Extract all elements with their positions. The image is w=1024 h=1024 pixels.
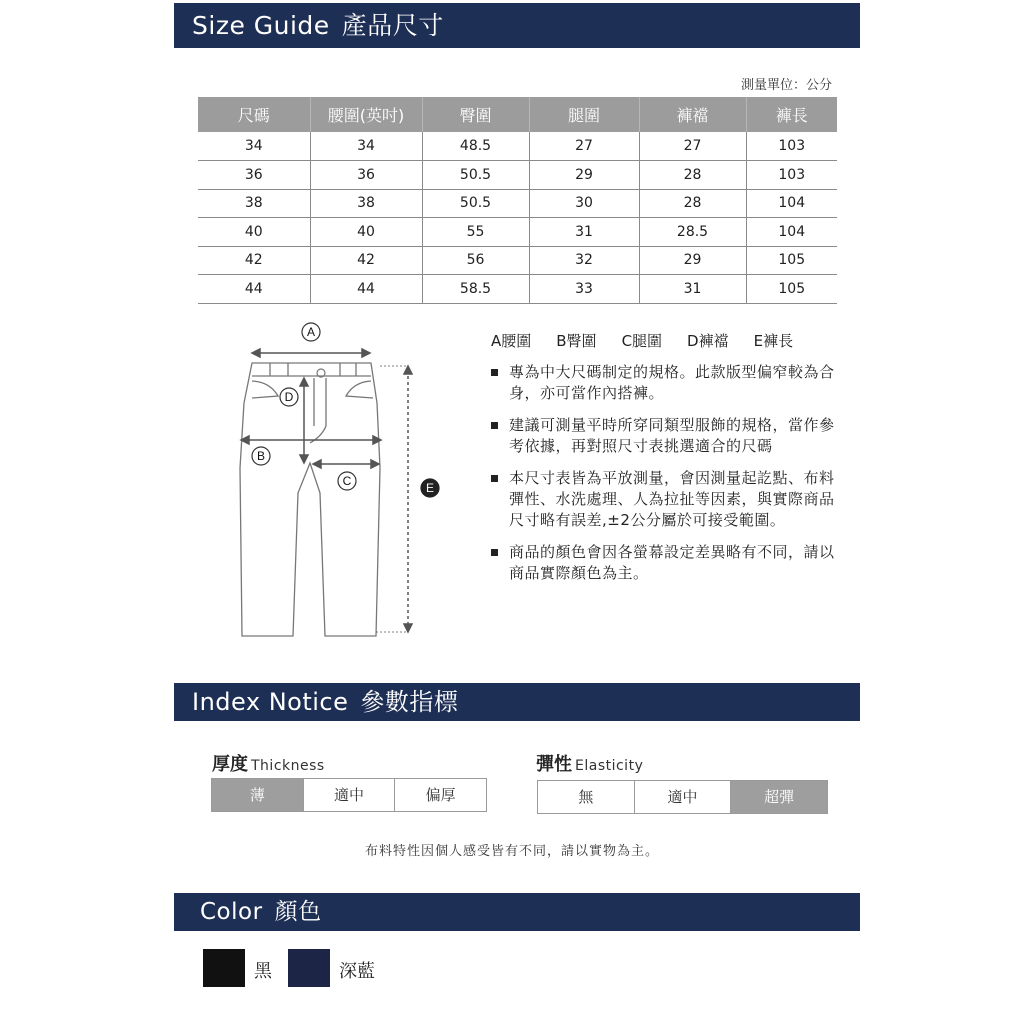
elasticity-option: 無 xyxy=(538,781,635,813)
size-table-header-row xyxy=(198,97,837,132)
note-item xyxy=(491,362,836,404)
table-cell: 42 xyxy=(310,246,422,275)
table-cell: 28.5 xyxy=(639,218,746,247)
index-notice-title-en: Index Notice xyxy=(192,688,349,716)
table-cell: 33 xyxy=(529,275,639,304)
note-item xyxy=(491,542,836,584)
elasticity-scale xyxy=(537,780,828,814)
elasticity-title-en: Elasticity xyxy=(575,758,644,774)
table-row xyxy=(198,132,837,161)
table-cell: 34 xyxy=(198,132,310,161)
table-cell: 56 xyxy=(422,246,529,275)
table-cell: 38 xyxy=(310,189,422,218)
measurement-legend xyxy=(491,330,793,351)
table-cell: 32 xyxy=(529,246,639,275)
table-cell: 29 xyxy=(639,246,746,275)
table-cell: 40 xyxy=(310,218,422,247)
table-cell: 31 xyxy=(639,275,746,304)
thickness-option: 偏厚 xyxy=(395,779,486,811)
color-swatch-navy xyxy=(288,949,330,987)
color-title-en: Color xyxy=(200,899,263,925)
table-cell: 38 xyxy=(198,189,310,218)
table-cell: 103 xyxy=(746,161,837,190)
table-cell: 28 xyxy=(639,189,746,218)
bullet-icon xyxy=(491,475,498,482)
color-swatch-black xyxy=(203,949,245,987)
legend-item: B臀圍 xyxy=(556,332,597,350)
notes-list xyxy=(491,362,836,595)
table-cell: 50.5 xyxy=(422,161,529,190)
thickness-option: 薄 xyxy=(212,779,304,811)
bullet-icon xyxy=(491,549,498,556)
header-hip: 臀圍 xyxy=(422,97,529,132)
color-label-black: 黑 xyxy=(254,961,272,982)
marker-c-label: C xyxy=(342,474,352,488)
table-cell: 44 xyxy=(198,275,310,304)
fabric-note: 布料特性因個人感受皆有不同，請以實物為主。 xyxy=(364,844,659,859)
legend-item: D褲襠 xyxy=(687,332,729,350)
table-cell: 44 xyxy=(310,275,422,304)
note-item xyxy=(491,468,836,531)
index-notice-banner xyxy=(174,683,860,721)
thickness-title-en: Thickness xyxy=(251,758,325,774)
size-guide-banner xyxy=(174,3,860,48)
thickness-scale xyxy=(211,778,487,812)
color-label-navy: 深藍 xyxy=(339,961,375,982)
table-cell: 36 xyxy=(310,161,422,190)
table-cell: 31 xyxy=(529,218,639,247)
unit-note: 測量單位：公分 xyxy=(740,78,832,93)
table-cell: 29 xyxy=(529,161,639,190)
table-cell: 104 xyxy=(746,218,837,247)
table-cell: 58.5 xyxy=(422,275,529,304)
table-cell: 103 xyxy=(746,132,837,161)
table-cell: 27 xyxy=(639,132,746,161)
table-cell: 105 xyxy=(746,275,837,304)
table-cell: 50.5 xyxy=(422,189,529,218)
bullet-icon xyxy=(491,369,498,376)
table-row xyxy=(198,246,837,275)
size-guide-title-cn: 產品尺寸 xyxy=(341,11,444,40)
table-row xyxy=(198,218,837,247)
note-text: 專為中大尺碼制定的規格。此款版型偏窄較為合身，亦可當作內搭褲。 xyxy=(509,363,835,402)
color-banner xyxy=(174,893,860,931)
pants-outline xyxy=(240,363,380,636)
header-waist: 腰圍(英吋) xyxy=(310,97,422,132)
header-size: 尺碼 xyxy=(198,97,310,132)
thickness-title-cn: 厚度 xyxy=(212,754,248,775)
table-cell: 55 xyxy=(422,218,529,247)
elasticity-option: 超彈 xyxy=(731,781,827,813)
index-notice-title-cn: 參數指標 xyxy=(360,688,459,716)
header-rise: 褲襠 xyxy=(639,97,746,132)
table-row xyxy=(198,275,837,304)
table-cell: 105 xyxy=(746,246,837,275)
elasticity-title-cn: 彈性 xyxy=(536,754,572,775)
size-table xyxy=(198,97,837,304)
note-item xyxy=(491,415,836,457)
note-text: 本尺寸表皆為平放測量，會因測量起訖點、布料彈性、水洗處理、人為拉扯等因素，與實際商品尺寸略有誤差,±2公分屬於可接受範圍。 xyxy=(509,469,835,529)
pants-measurement-diagram xyxy=(230,318,450,648)
table-cell: 28 xyxy=(639,161,746,190)
table-cell: 30 xyxy=(529,189,639,218)
note-text: 商品的顏色會因各螢幕設定差異略有不同，請以商品實際顏色為主。 xyxy=(509,543,835,582)
legend-item: C腿圍 xyxy=(621,332,663,350)
legend-item: E褲長 xyxy=(753,332,794,350)
thickness-title xyxy=(212,750,325,776)
table-cell: 104 xyxy=(746,189,837,218)
table-cell: 48.5 xyxy=(422,132,529,161)
note-text: 建議可測量平時所穿同類型服飾的規格，當作參考依據，再對照尺寸表挑選適合的尺碼 xyxy=(509,416,835,455)
marker-d-label: D xyxy=(284,390,294,404)
table-cell: 40 xyxy=(198,218,310,247)
elasticity-option: 適中 xyxy=(635,781,732,813)
elasticity-title xyxy=(536,750,643,776)
table-row xyxy=(198,161,837,190)
size-guide-title-en: Size Guide xyxy=(192,11,330,40)
table-cell: 27 xyxy=(529,132,639,161)
thickness-option: 適中 xyxy=(304,779,396,811)
header-length: 褲長 xyxy=(746,97,837,132)
bullet-icon xyxy=(491,422,498,429)
table-cell: 42 xyxy=(198,246,310,275)
header-thigh: 腿圍 xyxy=(529,97,639,132)
legend-item: A腰圍 xyxy=(491,332,532,350)
table-cell: 34 xyxy=(310,132,422,161)
marker-b-label: B xyxy=(256,449,266,463)
color-title-cn: 顏色 xyxy=(274,899,322,925)
table-row xyxy=(198,189,837,218)
table-cell: 36 xyxy=(198,161,310,190)
marker-e-label: E xyxy=(425,481,435,495)
marker-a-label: A xyxy=(306,325,316,339)
